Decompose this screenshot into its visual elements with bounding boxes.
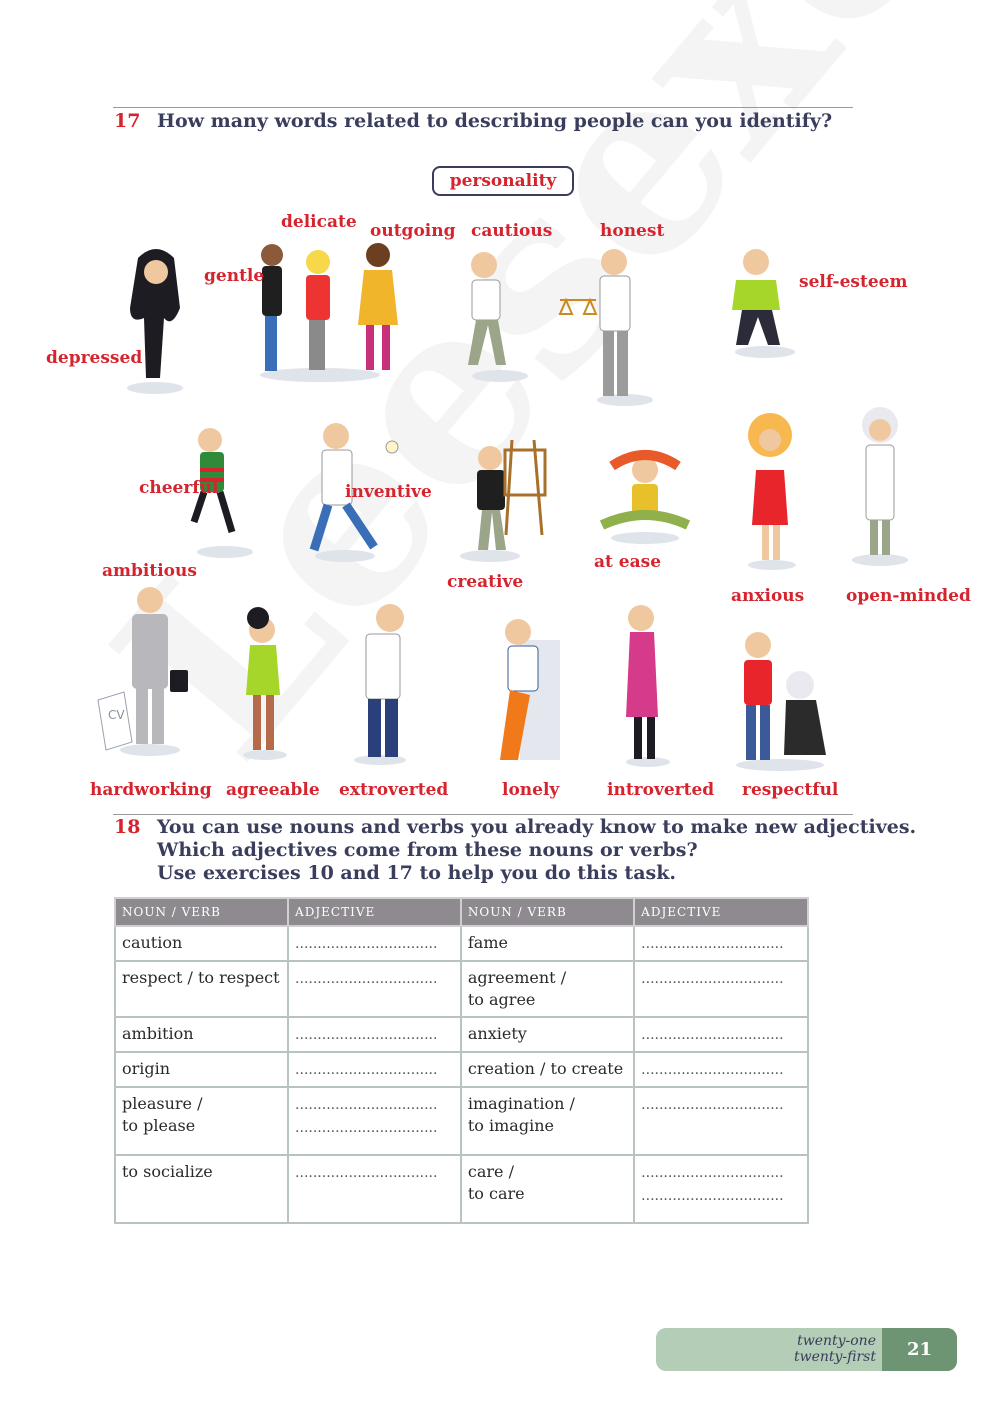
noun-cell: ambition <box>115 1017 288 1052</box>
word-extroverted: extroverted <box>339 780 449 800</box>
answer-blank[interactable]: ................................ <box>634 926 808 961</box>
answer-blank[interactable]: ................................ <box>288 1017 461 1052</box>
header-adjective: ADJECTIVE <box>634 898 808 926</box>
noun-cell: pleasure / to please <box>115 1087 288 1155</box>
exercise-17-number: 17 <box>114 110 141 132</box>
answer-blank[interactable]: ................................ ................................ <box>634 1155 808 1223</box>
figure-introverted <box>626 605 670 767</box>
table-row <box>115 1087 808 1155</box>
figure-creative <box>460 440 545 562</box>
figure-depressed <box>127 249 183 394</box>
cv-label: CV <box>108 708 125 722</box>
figure-open-minded <box>852 407 908 566</box>
word-ambitious: ambitious <box>102 561 197 581</box>
word-depressed: depressed <box>46 348 143 368</box>
word-open-minded: open-minded <box>846 586 971 606</box>
word-hardworking: hardworking <box>90 780 212 800</box>
word-honest: honest <box>600 221 665 241</box>
word-introverted: introverted <box>607 780 715 800</box>
answer-blank[interactable]: ................................ <box>288 1155 461 1223</box>
figure-lonely <box>500 619 560 760</box>
table-row <box>115 926 808 961</box>
answer-blank[interactable]: ................................ <box>634 961 808 1017</box>
figure-hardworking <box>98 587 188 756</box>
noun-cell: imagination / to imagine <box>461 1087 634 1155</box>
answer-blank[interactable]: ................................ <box>288 926 461 961</box>
word-creative: creative <box>447 572 524 592</box>
mid-rule <box>113 814 853 815</box>
exercise-18-line-2: Which adjectives come from these nouns or verbs? <box>157 839 698 861</box>
category-pill: personality <box>432 166 574 196</box>
word-self-esteem: self-esteem <box>799 272 908 292</box>
figure-extroverted <box>354 604 406 765</box>
word-inventive: inventive <box>345 482 432 502</box>
figure-cautious <box>468 252 528 382</box>
footer-text <box>794 1333 876 1365</box>
figure-gentle-group <box>260 243 398 382</box>
word-lonely: lonely <box>502 780 560 800</box>
figure-respectful <box>736 632 826 771</box>
adjective-table <box>114 897 809 1224</box>
word-respectful: respectful <box>742 780 839 800</box>
word-cautious: cautious <box>471 221 553 241</box>
noun-cell: fame <box>461 926 634 961</box>
footer-line-2: twenty-first <box>793 1349 876 1365</box>
word-at-ease: at ease <box>594 552 662 572</box>
table-row <box>115 1155 808 1223</box>
answer-blank[interactable]: ................................ <box>634 1087 808 1155</box>
exercise-17-question: How many words related to describing people can you identify? <box>157 110 833 132</box>
header-noun-verb: NOUN / VERB <box>461 898 634 926</box>
figure-anxious <box>748 413 796 570</box>
noun-cell: anxiety <box>461 1017 634 1052</box>
noun-cell: respect / to respect <box>115 961 288 1017</box>
word-agreeable: agreeable <box>226 780 320 800</box>
noun-cell: agreement / to agree <box>461 961 634 1017</box>
answer-blank[interactable]: ................................ <box>634 1052 808 1087</box>
word-anxious: anxious <box>731 586 805 606</box>
page-number: 21 <box>882 1328 957 1371</box>
header-adjective: ADJECTIVE <box>288 898 461 926</box>
noun-cell: creation / to create <box>461 1052 634 1087</box>
table-header-row <box>115 898 808 926</box>
answer-blank[interactable]: ................................ <box>634 1017 808 1052</box>
exercise-18-line-1: You can use nouns and verbs you already know to make new adjectives. <box>157 816 917 838</box>
word-gentle: gentle <box>204 266 265 286</box>
figure-honest <box>560 249 653 406</box>
header-noun-verb: NOUN / VERB <box>115 898 288 926</box>
table-row <box>115 1052 808 1087</box>
figure-at-ease <box>602 455 688 544</box>
noun-cell: to socialize <box>115 1155 288 1223</box>
noun-cell: care / to care <box>461 1155 634 1223</box>
figure-agreeable <box>243 607 287 760</box>
noun-cell: origin <box>115 1052 288 1087</box>
footer-line-1: twenty-one <box>797 1333 876 1349</box>
exercise-18-number: 18 <box>114 816 141 838</box>
word-delicate: delicate <box>281 212 357 232</box>
table-row <box>115 961 808 1017</box>
table-row <box>115 1017 808 1052</box>
word-cheerful: cheerful <box>139 478 219 498</box>
exercise-18-line-3: Use exercises 10 and 17 to help you do this task. <box>157 862 676 884</box>
answer-blank[interactable]: ................................ ................................ <box>288 1087 461 1155</box>
word-outgoing: outgoing <box>370 221 456 241</box>
answer-blank[interactable]: ................................ <box>288 961 461 1017</box>
figure-self-esteem <box>732 249 795 358</box>
answer-blank[interactable]: ................................ <box>288 1052 461 1087</box>
noun-cell: caution <box>115 926 288 961</box>
